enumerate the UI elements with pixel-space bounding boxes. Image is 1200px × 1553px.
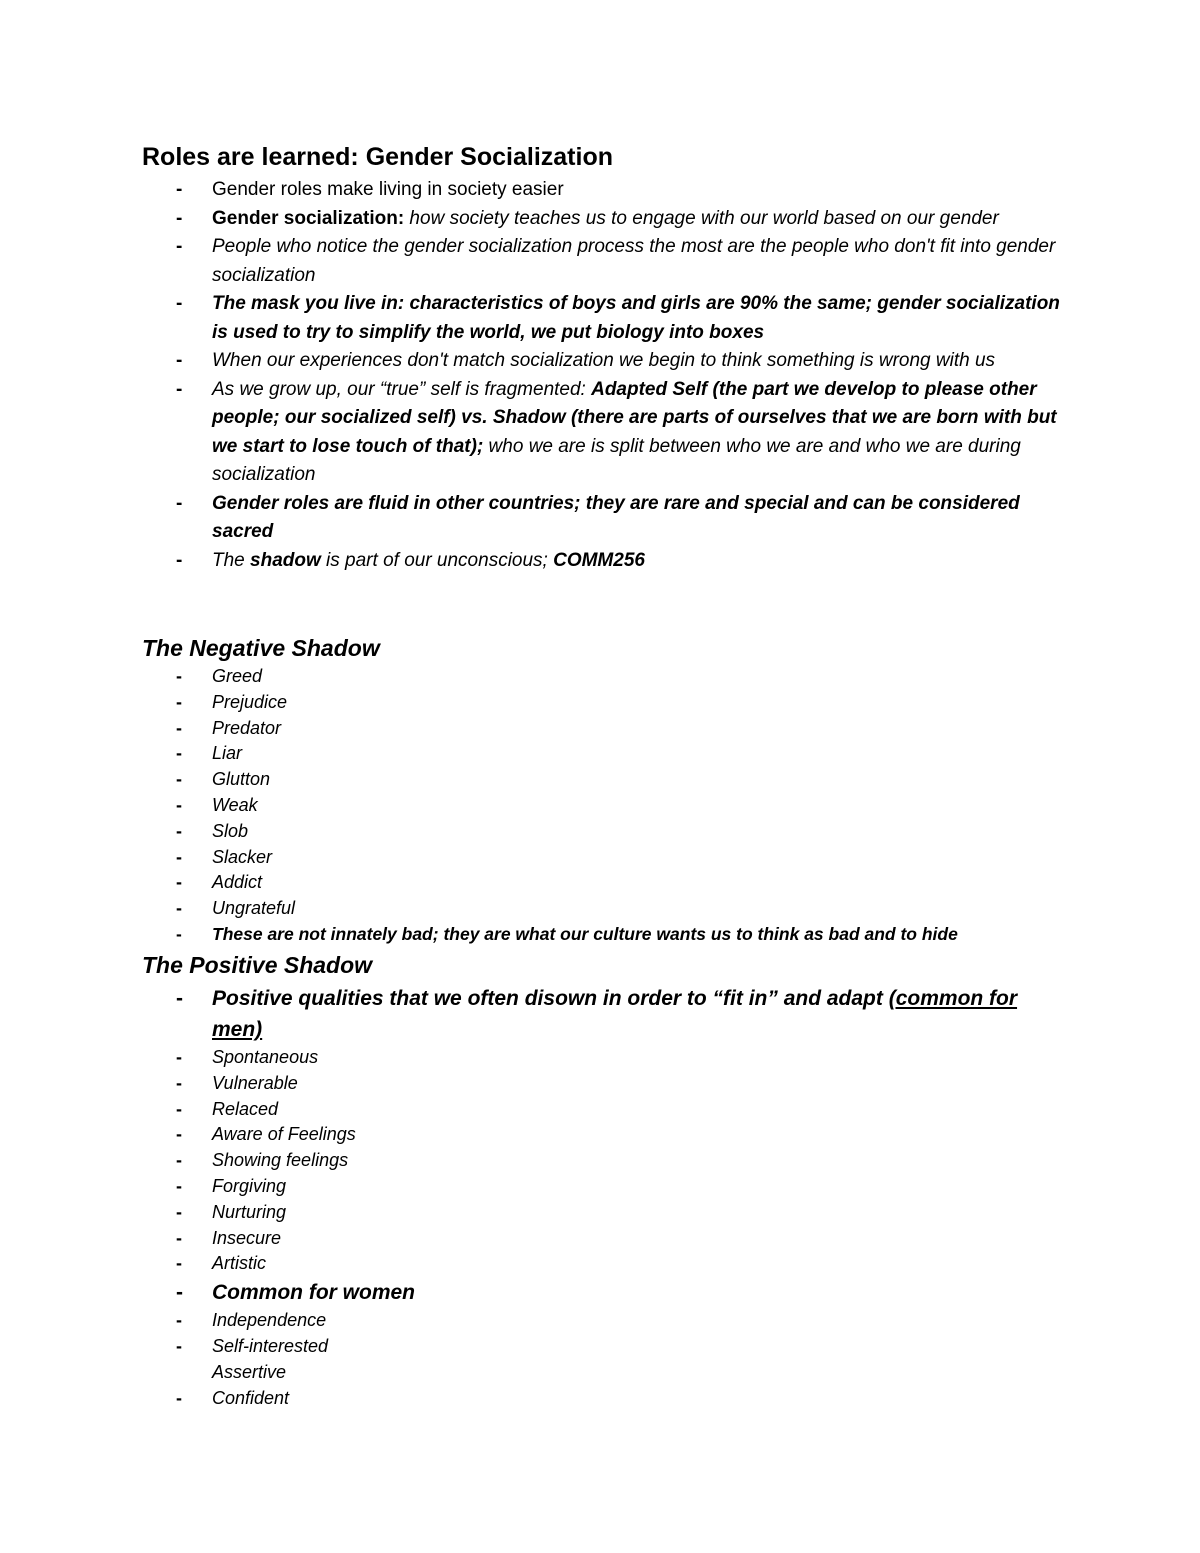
list-item: - Gender roles make living in society easier: [0, 176, 1200, 205]
list-item: - Gender roles are fluid in other countries; they are rare and special and can be considered sacred: [0, 490, 1200, 547]
heading-roles-learned: Roles are learned: Gender Socialization: [142, 143, 613, 171]
list-item: - The mask you live in: characteristics of boys and girls are 90% the same; gender socialization is used to try to simplify the world, we put biology into boxes: [0, 290, 1200, 347]
list-item: - When our experiences don't match socialization we begin to think something is wrong with us: [0, 347, 1200, 376]
list-item: - The shadow is part of our unconscious; COMM256: [0, 547, 1200, 576]
list-item: - Artistic: [0, 1251, 1200, 1277]
list-item: - Confident: [0, 1386, 1200, 1412]
list-item: - Gender socialization: how society teaches us to engage with our world based on our gender: [0, 205, 1200, 234]
heading-negative-shadow: The Negative Shadow: [142, 635, 380, 661]
list-item: Assertive: [212, 1361, 287, 1382]
list-item: - Aware of Feelings: [0, 1122, 1200, 1148]
list-item: - Slob: [0, 819, 1200, 845]
list-item: - Greed: [0, 664, 1200, 690]
positive-shadow-list: [0, 983, 1200, 1411]
list-item: - Addict: [0, 870, 1200, 896]
list-item: - As we grow up, our “true” self is fragmented: Adapted Self (the part we develop to please other people; our socialized self) vs. Shadow (there are parts of ourselves that we are born with but we start to lose touch of that); who we are is split between who we are and who we are during socialization: [0, 376, 1200, 490]
negative-shadow-note: - These are not innately bad; they are what our culture wants us to think as bad and to hide: [0, 922, 1200, 948]
list-item: - Slacker: [0, 845, 1200, 871]
list-item: - Relaced: [0, 1097, 1200, 1123]
list-item: - Predator: [0, 716, 1200, 742]
list-item: - Spontaneous: [0, 1045, 1200, 1071]
list-item: - Prejudice: [0, 690, 1200, 716]
list-item: - Glutton: [0, 767, 1200, 793]
list-item: - Ungrateful: [0, 896, 1200, 922]
list-item: - Independence: [0, 1308, 1200, 1334]
heading-positive-shadow: The Positive Shadow: [142, 952, 373, 978]
list-item: - Liar: [0, 741, 1200, 767]
common-for-women: - Common for women: [0, 1277, 1200, 1308]
list-item: - Nurturing: [0, 1200, 1200, 1226]
roles-list: [0, 176, 1200, 575]
list-item: - Vulnerable: [0, 1071, 1200, 1097]
negative-shadow-list: [0, 664, 1200, 948]
positive-shadow-intro: - Positive qualities that we often disown in order to “fit in” and adapt (common for men): [0, 983, 1200, 1045]
list-item: - Forgiving: [0, 1174, 1200, 1200]
list-item: - Insecure: [0, 1226, 1200, 1252]
list-item: - Weak: [0, 793, 1200, 819]
list-item: - Showing feelings: [0, 1148, 1200, 1174]
list-item: - Self-interested: [0, 1334, 1200, 1360]
list-item: - People who notice the gender socialization process the most are the people who don't fit into gender socialization: [0, 233, 1200, 290]
